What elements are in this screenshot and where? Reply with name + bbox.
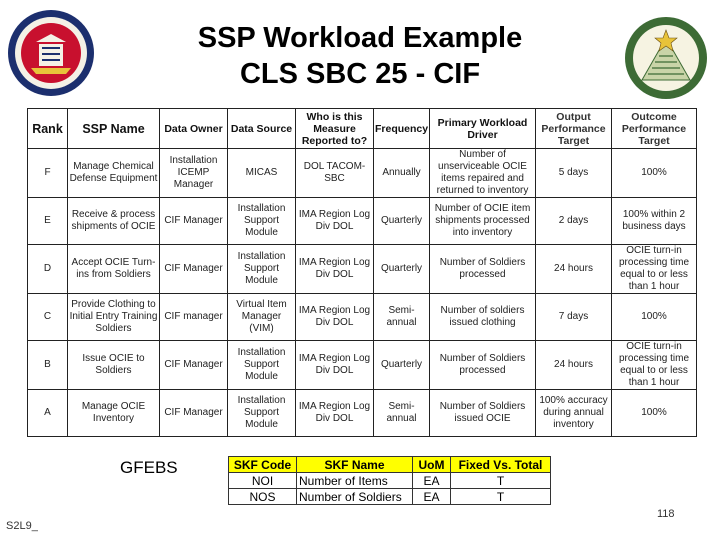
column-header-data-owner: Data Owner	[160, 109, 228, 149]
skf-header-row	[229, 457, 551, 473]
skf-row	[229, 473, 551, 489]
army-star-seal-icon	[624, 16, 708, 100]
column-header-ssp-name: SSP Name	[68, 109, 160, 149]
skf-cell-name: Number of Items	[297, 473, 413, 489]
table-header-row	[28, 109, 697, 149]
cell-reported-to: IMA Region Log Div DOL	[296, 198, 374, 245]
cell-frequency: Semi-annual	[374, 390, 430, 437]
skf-header-fixed-vs-total: Fixed Vs. Total	[451, 457, 551, 473]
title-line-1: SSP Workload Example	[197, 22, 523, 54]
skf-header-name: SKF Name	[297, 457, 413, 473]
table-row	[28, 294, 697, 341]
column-header-frequency: Frequency	[374, 109, 430, 149]
cell-workload-driver: Number of OCIE item shipments processed into inventory	[430, 198, 536, 245]
cell-rank: C	[28, 294, 68, 341]
cell-ssp-name: Receive & process shipments of OCIE	[68, 198, 160, 245]
skf-cell-uom: EA	[413, 489, 451, 505]
cell-ssp-name: Manage OCIE Inventory	[68, 390, 160, 437]
cell-rank: B	[28, 341, 68, 390]
cell-data-source: Installation Support Module	[228, 245, 296, 294]
cell-ssp-name: Issue OCIE to Soldiers	[68, 341, 160, 390]
skf-cell-fixed-vs-total: T	[451, 473, 551, 489]
cell-ssp-name: Accept OCIE Turn-ins from Soldiers	[68, 245, 160, 294]
cell-reported-to: DOL TACOM-SBC	[296, 149, 374, 198]
cell-data-source: Installation Support Module	[228, 390, 296, 437]
skf-cell-code: NOI	[229, 473, 297, 489]
skf-header-code: SKF Code	[229, 457, 297, 473]
cell-reported-to: IMA Region Log Div DOL	[296, 294, 374, 341]
cell-outcome-target: 100%	[612, 390, 697, 437]
cell-ssp-name: Provide Clothing to Initial Entry Training Soldiers	[68, 294, 160, 341]
cell-reported-to: IMA Region Log Div DOL	[296, 245, 374, 294]
table-row	[28, 198, 697, 245]
cell-data-owner: CIF Manager	[160, 245, 228, 294]
cell-output-target: 5 days	[536, 149, 612, 198]
cell-data-source: Virtual Item Manager (VIM)	[228, 294, 296, 341]
cell-workload-driver: Number of soldiers issued clothing	[430, 294, 536, 341]
cell-output-target: 100% accuracy during annual inventory	[536, 390, 612, 437]
column-header-workload-driver: Primary Workload Driver	[430, 109, 536, 149]
cell-rank: E	[28, 198, 68, 245]
column-header-data-source: Data Source	[228, 109, 296, 149]
cell-reported-to: IMA Region Log Div DOL	[296, 341, 374, 390]
skf-cell-uom: EA	[413, 473, 451, 489]
cell-data-source: Installation Support Module	[228, 198, 296, 245]
skf-row	[229, 489, 551, 505]
skf-table	[228, 456, 551, 505]
cell-outcome-target: OCIE turn-in processing time equal to or less than 1 hour	[612, 341, 697, 390]
cell-frequency: Quarterly	[374, 198, 430, 245]
cell-output-target: 2 days	[536, 198, 612, 245]
table-row	[28, 390, 697, 437]
cell-outcome-target: 100%	[612, 149, 697, 198]
table-row	[28, 149, 697, 198]
skf-cell-code: NOS	[229, 489, 297, 505]
cell-output-target: 24 hours	[536, 245, 612, 294]
cell-frequency: Quarterly	[374, 245, 430, 294]
cell-data-source: Installation Support Module	[228, 341, 296, 390]
cell-reported-to: IMA Region Log Div DOL	[296, 390, 374, 437]
page-number: 118	[657, 508, 675, 520]
assistant-secretary-seal-icon	[6, 8, 96, 98]
cell-rank: D	[28, 245, 68, 294]
cell-workload-driver: Number of Soldiers issued OCIE	[430, 390, 536, 437]
table-row	[28, 245, 697, 294]
skf-cell-fixed-vs-total: T	[451, 489, 551, 505]
slide-code: S2L9_	[6, 520, 38, 532]
cell-workload-driver: Number of unserviceable OCIE items repaired and returned to inventory	[430, 149, 536, 198]
title-line-2: CLS SBC 25 - CIF	[239, 58, 481, 90]
cell-ssp-name: Manage Chemical Defense Equipment	[68, 149, 160, 198]
cell-workload-driver: Number of Soldiers processed	[430, 245, 536, 294]
cell-data-owner: Installation ICEMP Manager	[160, 149, 228, 198]
cell-data-owner: CIF Manager	[160, 390, 228, 437]
cell-outcome-target: OCIE turn-in processing time equal to or less than 1 hour	[612, 245, 697, 294]
cell-outcome-target: 100%	[612, 294, 697, 341]
skf-header-uom: UoM	[413, 457, 451, 473]
table-row	[28, 341, 697, 390]
cell-output-target: 7 days	[536, 294, 612, 341]
workload-table	[27, 108, 697, 437]
column-header-output-target: Output Performance Target	[536, 109, 612, 149]
cell-outcome-target: 100% within 2 business days	[612, 198, 697, 245]
cell-frequency: Quarterly	[374, 341, 430, 390]
cell-data-owner: CIF Manager	[160, 198, 228, 245]
column-header-reported-to: Who is this Measure Reported to?	[296, 109, 374, 149]
cell-data-owner: CIF Manager	[160, 341, 228, 390]
slide-title	[130, 20, 590, 92]
gfebs-label: GFEBS	[120, 458, 178, 477]
column-header-rank: Rank	[28, 109, 68, 149]
cell-rank: F	[28, 149, 68, 198]
cell-frequency: Semi-annual	[374, 294, 430, 341]
column-header-outcome-target: Outcome Performance Target	[612, 109, 697, 149]
cell-frequency: Annually	[374, 149, 430, 198]
cell-data-source: MICAS	[228, 149, 296, 198]
skf-cell-name: Number of Soldiers	[297, 489, 413, 505]
cell-data-owner: CIF manager	[160, 294, 228, 341]
cell-output-target: 24 hours	[536, 341, 612, 390]
cell-workload-driver: Number of Soldiers processed	[430, 341, 536, 390]
cell-rank: A	[28, 390, 68, 437]
